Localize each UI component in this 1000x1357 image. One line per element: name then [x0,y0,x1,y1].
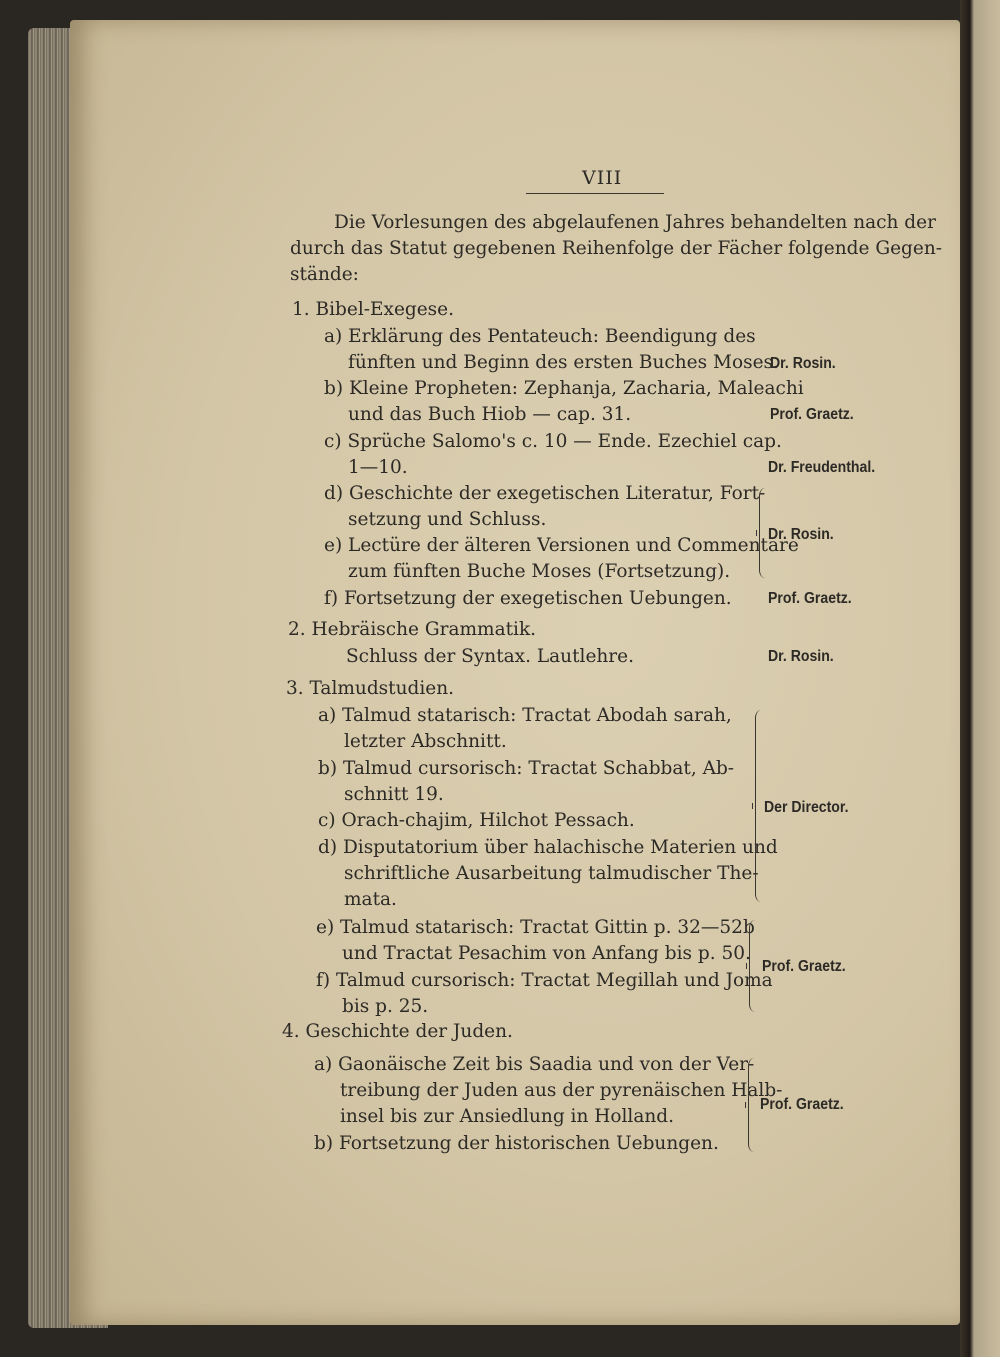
item-line: c) Orach-chajim, Hilchot Pessach. [318,810,635,831]
item-line: 1—10. [348,457,408,478]
item-line: d) Disputatorium über halachische Materien und [318,837,778,858]
item-line: a) Erklärung des Pentateuch: Beendigung des [324,326,756,347]
item-line: b) Fortsetzung der historischen Uebungen. [314,1133,719,1154]
lecturer-name: Prof. Graetz. [762,958,846,975]
lecturer-name: Prof. Graetz. [760,1096,844,1113]
intro-line: Die Vorlesungen des abgelaufenen Jahres behandelten nach der [334,212,936,233]
item-line: b) Kleine Propheten: Zephanja, Zacharia, Maleachi [324,378,804,399]
item-line: fünften und Beginn des ersten Buches Moses. [348,352,779,373]
item-line: f) Fortsetzung der exegetischen Uebungen. [324,588,732,609]
lecturer-name: Dr. Rosin. [770,355,836,372]
item-line: d) Geschichte der exegetischen Literatur, Fort- [324,483,766,504]
intro-line: stände: [290,264,359,285]
lecturer-name: Dr. Rosin. [768,526,834,543]
item-line: e) Talmud statarisch: Tractat Gittin p. 32—52b [316,917,755,938]
facing-page-edge [960,0,1000,1357]
item-line: a) Talmud statarisch: Tractat Abodah sarah, [318,705,732,726]
bracket [755,710,764,902]
lecturer-name: Dr. Rosin. [768,648,834,665]
bracket [748,1058,757,1152]
lecturer-name: Prof. Graetz. [770,406,854,423]
item-line: b) Talmud cursorisch: Tractat Schabbat, Ab- [318,758,735,779]
item-line: bis p. 25. [342,996,429,1017]
intro-line: durch das Statut gegebenen Reihenfolge der Fächer folgende Gegen- [290,238,943,259]
section-heading: 3. Talmudstudien. [286,678,455,699]
item-line: mata. [344,889,397,910]
item-line: setzung und Schluss. [348,509,547,530]
section-heading: 2. Hebräische Grammatik. [288,619,537,640]
item-line: insel bis zur Ansiedlung in Holland. [340,1106,675,1127]
bracket [759,488,768,578]
section-heading: 4. Geschichte der Juden. [282,1021,513,1042]
lecturer-name: Prof. Graetz. [768,590,852,607]
book-page [70,20,960,1325]
item-line: f) Talmud cursorisch: Tractat Megillah und Joma [316,970,773,991]
page-number: VIII [582,167,623,189]
item-line: treibung der Juden aus der pyrenäischen Halb- [340,1080,783,1101]
item-line: Schluss der Syntax. Lautlehre. [346,646,634,667]
section-heading: 1. Bibel-Exegese. [292,299,455,320]
header-rule [526,193,664,194]
lecturer-name: Dr. Freudenthal. [768,459,876,476]
item-line: letzter Abschnitt. [344,731,507,752]
lecturer-name: Der Director. [764,799,849,816]
bracket [749,920,758,1012]
item-line: a) Gaonäische Zeit bis Saadia und von der Ver- [314,1054,755,1075]
item-line: und das Buch Hiob — cap. 31. [348,404,632,425]
item-line: schnitt 19. [344,784,444,805]
item-line: schriftliche Ausarbeitung talmudischer The- [344,863,759,884]
item-line: e) Lectüre der älteren Versionen und Commentare [324,535,799,556]
item-line: c) Sprüche Salomo's c. 10 — Ende. Ezechiel cap. [324,431,782,452]
item-line: und Tractat Pesachim von Anfang bis p. 50. [342,943,751,964]
item-line: zum fünften Buche Moses (Fortsetzung). [348,561,731,582]
